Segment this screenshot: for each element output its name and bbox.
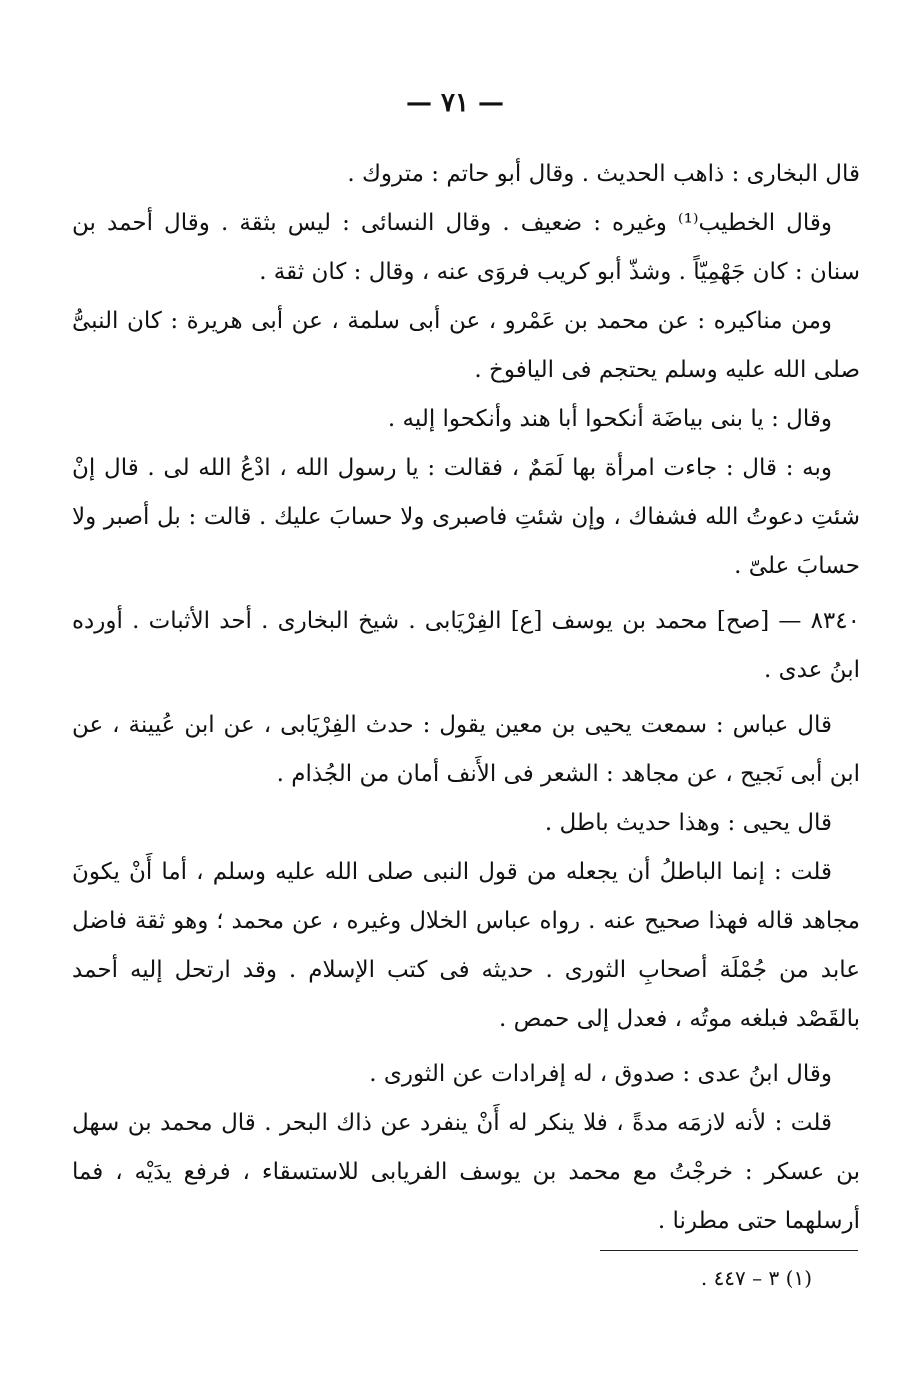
paragraph-abbas-report: قال عباس : سمعت يحيى بن معين يقول : حدث الفِرْيَابى ، عن ابن عُيينة ، عن ابن أبى نَجيح ، عن مجاهد : الشعر فى الأَنف أمان من الجُذام . bbox=[72, 712, 860, 787]
paragraph-manakir: ومن مناكيره : عن محمد بن عَمْرو ، عن أبى سلمة ، عن أبى هريرة : كان النبىُّ صلى الله عليه وسلم يحتجم فى اليافوخ . bbox=[72, 308, 860, 383]
footnote-divider bbox=[600, 1250, 858, 1251]
footnote: (١) ٣ – ٤٤٧ . bbox=[700, 1266, 812, 1290]
paragraph-yahya-batil: قال يحيى : وهذا حديث باطل . bbox=[544, 810, 832, 836]
paragraph-dhahabi-comment: قلت : إنما الباطلُ أن يجعله من قول النبى صلى الله عليه وسلم ، أما أَنْ يكونَ مجاهد قاله فهذا صحيح عنه . رواه عباس الخلال وغيره ، عن محمد ؛ وهو ثقة فاضل عابد من جُمْلَة أصحابِ الثورى . حديثه فى كتب الإسلام . وقد ارتحل إليه أحمد بالقَصْد فبلغه موتُه ، فعدل إلى حمص . bbox=[72, 859, 860, 1032]
paragraph-ibn-adi: وقال ابنُ عدى : صدوق ، له إفرادات عن الثورى . bbox=[369, 1061, 832, 1087]
paragraph-bani-bayada: وقال : يا بنى بياضَة أنكحوا أبا هند وأنكحوا إليه . bbox=[387, 406, 832, 432]
paragraph-khatib-opinion: وقال الخطيب⁽¹⁾ وغيره : ضعيف . وقال النسائى : ليس بثقة . وقال أحمد بن سنان : كان جَهْمِيّاً . وشذّ أبو كريب فروَى عنه ، وقال : كان ثقة . bbox=[72, 210, 860, 285]
paragraph-entry-8340: ٨٣٤٠ — [صح] محمد بن يوسف [ع] الفِرْيَابى . شيخ البخارى . أحد الأثبات . أورده ابنُ عدى . bbox=[72, 608, 860, 683]
paragraph-bukhari-opinion: قال البخارى : ذاهب الحديث . وقال أبو حاتم : متروك . bbox=[347, 161, 860, 187]
paragraph-woman-lamam: وبه : قال : جاءت امرأة بها لَمَمٌ ، فقالت : يا رسول الله ، ادْعُ الله لى . قال إنْ شئتِ دعوتُ الله فشفاك ، وإن شئتِ فاصبرى ولا حسابَ عليك . قالت : بل أصبر ولا حسابَ علىّ . bbox=[72, 455, 860, 579]
paragraph-istisqa: قلت : لأنه لازمَه مدةً ، فلا ينكر له أَنْ ينفرد عن ذاك البحر . قال محمد بن سهل بن عسكر : خرجْتُ مع محمد بن يوسف الفريابى للاستسقاء ، فرفع يدَيْه ، فما أرسلهما حتى مطرنا . bbox=[72, 1110, 860, 1234]
page-number: — ٧١ — bbox=[405, 88, 505, 118]
body-text bbox=[72, 150, 860, 1246]
